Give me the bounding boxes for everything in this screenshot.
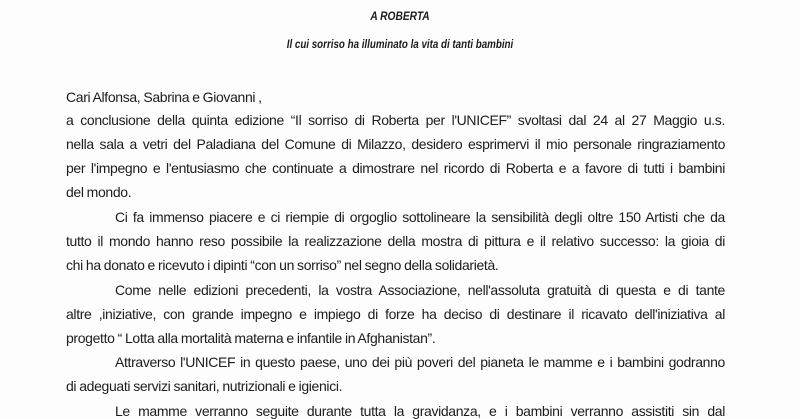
text-line: chi ha donato e ricevuto i dipinti “con un sorriso” nel segno della solidarietà. xyxy=(66,257,499,273)
letter-subtitle: Il cui sorriso ha illuminato la vita di tanti bambini xyxy=(286,39,514,51)
text-line: a conclusione della quinta edizione “Il sorriso di Roberta per l'UNICEF” svoltasi dal 24 al 27 Maggio u.s. xyxy=(66,112,725,128)
text-line: Le mamme verranno seguite durante tutta la gravidanza, e i bambini verranno assistiti sin dal xyxy=(115,403,725,419)
text-line: del mondo. xyxy=(66,184,132,200)
text-line: nella sala a vetri del Paladiana del Comune di Milazzo, desidero esprimervi il mio personale ringraziamento xyxy=(66,136,725,152)
text-line: Attraverso l'UNICEF in questo paese, uno dei più poveri del pianeta le mamme e i bambini godranno xyxy=(115,354,725,370)
salutation: Cari Alfonsa, Sabrina e Giovanni , xyxy=(66,89,262,105)
text-line: progetto “ Lotta alla mortalità materna e infantile in Afghanistan”. xyxy=(66,330,436,346)
text-line: tutto il mondo hanno reso possibile la realizzazione della mostra di pittura e il relativo successo: la gioia di xyxy=(66,233,725,249)
text-line: Come nelle edizioni precedenti, la vostra Associazione, nell'assoluta gratuità di questa e di tante xyxy=(115,282,725,298)
text-line: di adeguati servizi sanitari, nutrizionali e igienici. xyxy=(66,378,343,394)
letter-title: A ROBERTA xyxy=(370,9,430,23)
text-line: altre ,iniziative, con grande impegno e impiego di forze ha deciso di destinare il ricavato dell'iniziativa al xyxy=(66,306,725,322)
text-line: Ci fa immenso piacere e ci riempie di orgoglio sottolineare la sensibilità degli oltre 150 Artisti che da xyxy=(115,209,725,225)
text-line: per l'impegno e l'entusiasmo che continuate a dimostrare nel ricordo di Roberta e a favore di tutti i bambini xyxy=(66,160,725,176)
